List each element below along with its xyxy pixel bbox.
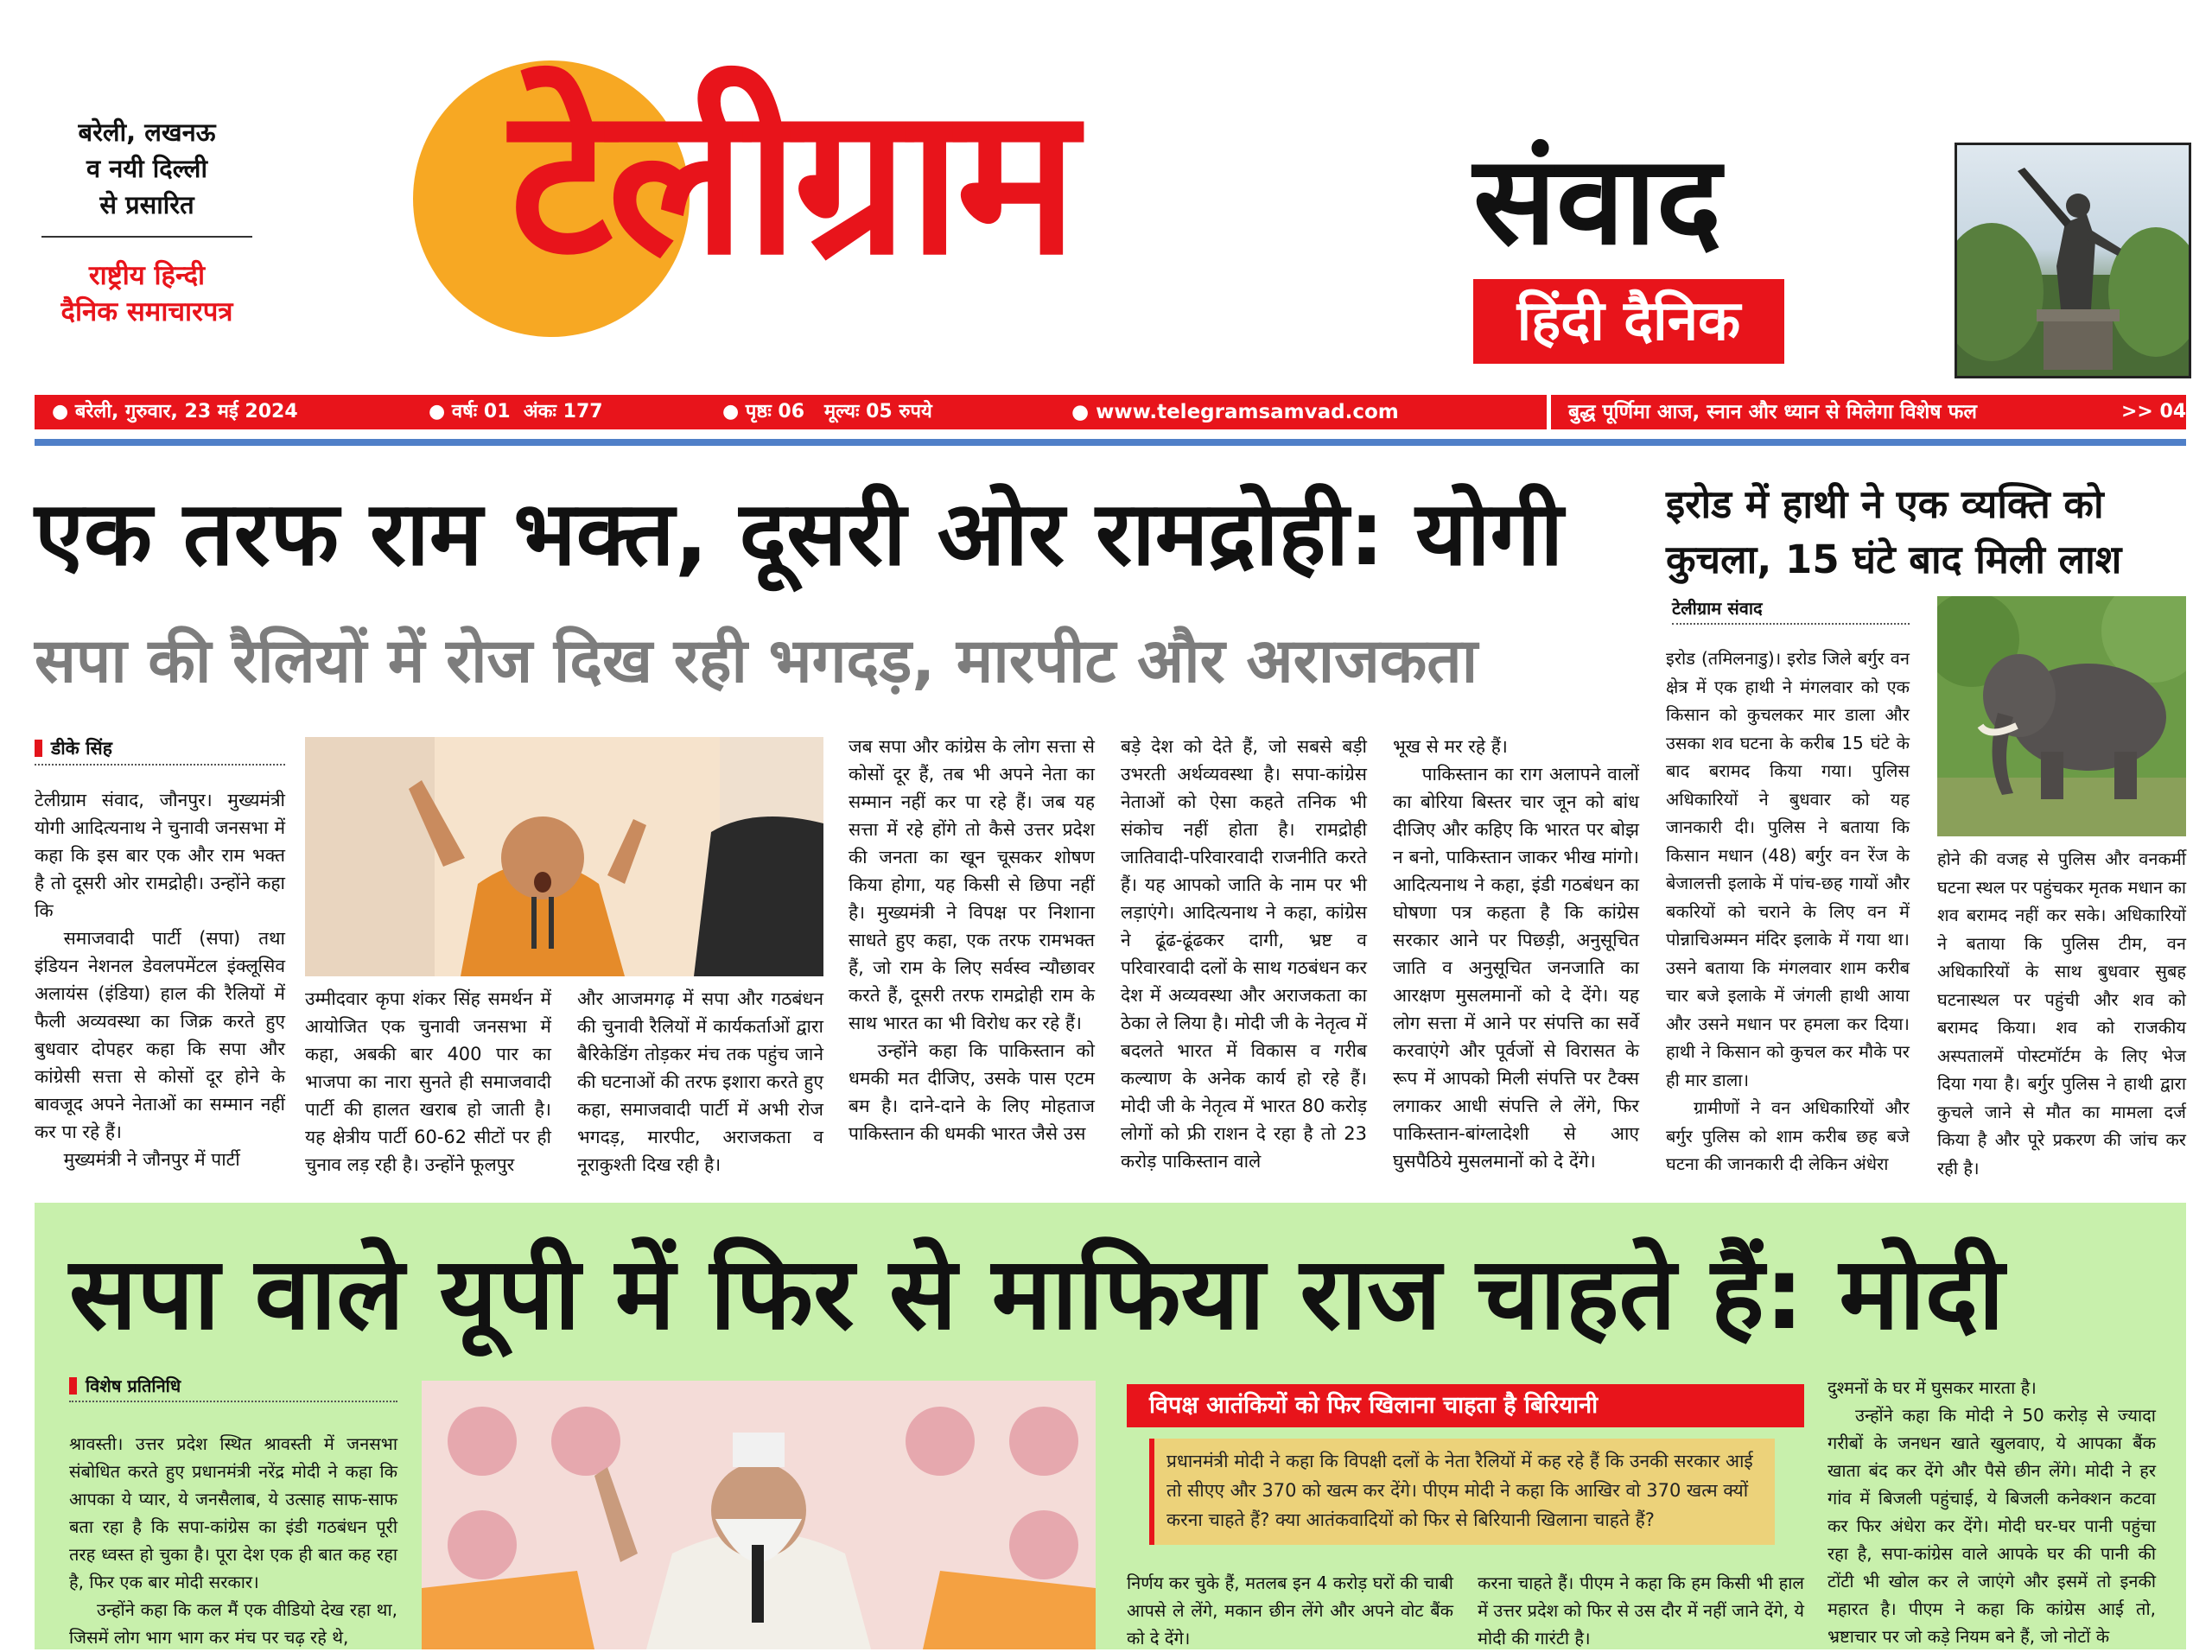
tagline-line-1: राष्ट्रीय हिन्दी <box>88 260 206 291</box>
lead-col1-para-2: समाजवादी पार्टी (सपा) तथा इंडियन नेशनल डेवलपमेंटल इंक्लूसिव अलायंस (इंडिया) हाल की रैलियों में फैली अव्यवस्था का जिक्र करते हुए बुधवार दोपहर कहा कि सपा और कांग्रेसी सत्ता से कोसों दूर होने के बावजूद अपने नेताओं का सम्मान नहीं कर पा रहे हैं। <box>35 928 285 1142</box>
second-col2-para: निर्णय कर चुके हैं, मतलब इन 4 करोड़ घरों की चाबी आपसे ले लेंगे, मकान छीन लेंगे और अपने वोट बैंक को दे देंगे। <box>1127 1573 1453 1649</box>
side-column-2 <box>1937 845 2186 1182</box>
lead-column-6 <box>1393 733 1639 1175</box>
yogi-photo <box>305 737 823 976</box>
lead-col5-para: बड़े देश को देते हैं, जो सबसे बड़ी उभरती अर्थव्यवस्था है। सपा-कांग्रेस नेताओं को ऐसा कहते तनिक भी संकोच नहीं होता है। रामद्रोही जातिवादी-परिवारवादी राजनीति करते हैं। यह आपको जाति के नाम पर भी लड़ाएंगे। आदित्यनाथ ने कहा, कांग्रेस ने ढूंढ-ढूंढकर दागी, भ्रष्ट व परिवारवादी दलों के साथ गठबंधन कर देश में अव्यवस्था और अराजकता का ठेका ले लिया है। मोदी जी के नेतृत्व में बदलते भारत में विकास व गरीब कल्याण के अनेक कार्य हो रहे हैं। मोदी जी के नेतृत्व में भारत 80 करोड़ लोगों को फ्री राशन दे रहा है तो 23 करोड़ पाकिस्तान वाले <box>1121 736 1367 1172</box>
side-col2-para: होने की वजह से पुलिस और वनकर्मी घटना स्थल पर पहुंचकर मृतक मधान का शव बरामद नहीं कर सके। अधिकारियों ने बताया कि पुलिस टीम, वन अधिकारियों के साथ बुधवार सुबह घटनास्थल पर पहुंची और शव को बरामद किया। शव को राजकीय अस्पतालमें पोस्टमॉर्टम के लिए भेज दिया गया है। बर्गुर पुलिस ने हाथी द्वारा कुचले जाने से मौत का मामला दर्ज किया है और पूरे प्रकरण की जांच कर रही है। <box>1937 848 2186 1179</box>
lead-column-5 <box>1121 733 1367 1175</box>
lead-col2-para: उम्मीदवार कृपा शंकर सिंह समर्थन में आयोजित एक चुनावी जनसभा में कहा, अबकी बार 400 पार का भाजपा का नारा सुनते ही समाजवादी पार्टी की हालत खराब हो जाती है। यह क्षेत्रीय पार्टी 60-62 सीटों पर ही चुनाव लड़ रही है। उन्होंने फूलपुर <box>305 988 551 1175</box>
side-column-1 <box>1666 645 1910 1179</box>
second-headline: सपा वाले यूपी में फिर से माफिया राज चाहते हैं: मोदी <box>69 1236 2005 1352</box>
origin-line-3: से प्रसारित <box>99 190 194 219</box>
modi-photo <box>422 1381 1096 1649</box>
second-column-3 <box>1478 1569 1804 1652</box>
lead-column-4 <box>849 733 1095 1147</box>
tagline-line-2: दैनिक समाचारपत्र <box>60 296 233 327</box>
elephant-illustration <box>1937 596 2186 836</box>
page-and-price: पृष्ठः 06 मूल्यः 05 रुपये <box>745 401 932 423</box>
lead-subheadline: सपा की रैलियों में रोज दिख रही भगदड़, मारपीट और अराजकता <box>35 625 1478 696</box>
second-column-4 <box>1827 1374 2156 1650</box>
info-box-text: प्रधानमंत्री मोदी ने कहा कि विपक्षी दलों के नेता रैलियों में कह रहे हैं कि उनकी सरकार आई तो सीएए और 370 को खत्म कर देंगे। पीएम मोदी ने कहा कि आखिर वो 370 खत्म क्यों करना चाहते हैं? क्या आतंकवादियों को फिर से बिरियानी खिलाना चाहते हैं? <box>1166 1451 1753 1530</box>
modi-photo-illustration <box>422 1381 1096 1649</box>
second-col4-para-1: दुश्मनों के घर में घुसकर मारता है। <box>1827 1377 2037 1398</box>
masthead-tagline <box>35 257 259 330</box>
lead-col4-para-1: जब सपा और कांग्रेस के लोग सत्ता से कोसों दूर हैं, तब भी अपने नेता का सम्मान नहीं कर पा रहे हैं। जब यह सत्ता में रहे होंगे तो कैसे उत्तर प्रदेश की जनता का खून चूसकर शोषण किया होगा, यह किसी से छिपा नहीं है। मुख्यमंत्री ने विपक्ष पर निशाना साधते हुए कहा, एक तरफ रामभक्त हैं, जो राम के लिए सर्वस्व न्यौछावर करते हैं, दूसरी तरफ रामद्रोही राम के साथ भारत का भी विरोध कर रहे हैं। <box>849 736 1095 1033</box>
logo-sub-text: हिंदी दैनिक <box>1516 289 1741 353</box>
second-col3-para: करना चाहते हैं। पीएम ने कहा कि हम किसी भी हाल में उत्तर प्रदेश को फिर से उस दौर में नहीं जाने देंगे, ये मोदी की गारंटी है। <box>1478 1573 1804 1649</box>
lead-headline: एक तरफ राम भक्त, दूसरी ओर रामद्रोही: योगी <box>35 482 1564 586</box>
second-col4-para-2: उन्होंने कहा कि मोदी ने 50 करोड़ से ज्यादा गरीबों के जनधन खाते खुलवाए, ये आपका बैंक खाता बंद कर देंगे और पैसे छीन लेंगे। मोदी ने हर गांव में बिजली पहुंचाई, ये बिजली कनेक्शन कटवा कर फिर अंधेरा कर देंगे। मोदी घर-घर पानी पहुंचा रहा है, सपा-कांग्रेस वाले आपके घर की पानी की टोंटी भी खोल कर ले जाएंगे और इसमें तो इनकी महारत है। पीएम ने कहा कि कांग्रेस आई तो, भ्रष्टाचार पर जो कड़े नियम बने हैं, जो नोटों के <box>1827 1405 2156 1647</box>
lead-col4-para-2: उन्होंने कहा कि पाकिस्तान को धमकी मत दीजिए, उसके पास एटम बम है। दाने-दाने के लिए मोहताज पाकिस्तान की धमकी भारत जैसे उस <box>849 1040 1095 1144</box>
statue-photo <box>1955 143 2191 378</box>
elephant-photo <box>1937 596 2186 836</box>
byline-marker <box>69 1377 77 1395</box>
masthead-origin <box>35 114 259 223</box>
side-headline: इरोड में हाथी ने एक व्यक्ति को कुचला, 15 घंटे बाद मिली लाश <box>1666 481 2122 582</box>
origin-line-2: व नयी दिल्ली <box>86 154 207 183</box>
byline-marker <box>35 740 42 757</box>
lead-col6-para-2: पाकिस्तान का राग अलापने वालों का बोरिया बिस्तर चार जून को बांध दीजिए और कहिए कि भारत पर बोझ न बनो, पाकिस्तान जाकर भीख मांगो। आदित्यनाथ ने कहा, इंडी गठबंधन का घोषणा पत्र कहता है कि कांग्रेस सरकार आने पर पिछड़ी, अनुसूचित जाति व अनुसूचित जनजाति का आरक्षण मुसलमानों को दे देंगे। यह लोग सत्ता में आने पर संपत्ति का सर्वे करवाएंगे और पूर्वजों से विरासत के रूप में आपको मिली संपत्ति पर टैक्स लगाकर आधी संपत्ति ले लेंगे, फिर पाकिस्तान-बांग्लादेशी से आए घुसपैठिये मुसलमानों को दे देंगे। <box>1393 764 1639 1172</box>
info-bar-website: ● www.telegramsamvad.com <box>1071 401 1399 423</box>
lead-column-1 <box>35 786 285 1173</box>
teaser-text[interactable]: बुद्ध पूर्णिमा आज, स्नान और ध्यान से मिलेगा विशेष फल <box>1568 401 1977 423</box>
second-byline-author: विशेष प्रतिनिधि <box>86 1376 181 1396</box>
byline-author: डीके सिंह <box>51 738 112 759</box>
lead-col1-para-3: मुख्यमंत्री ने जौनपुर में पार्टी <box>63 1149 240 1170</box>
lead-byline <box>35 736 285 766</box>
teaser-page[interactable]: >> 04 <box>2121 401 2187 423</box>
statue-illustration <box>1957 145 2189 376</box>
info-bar-issue: ● वर्षः 01 अंकः 177 <box>429 401 603 423</box>
issue-date: बरेली, गुरुवार, 23 मई 2024 <box>74 401 298 423</box>
info-bar-price: ● पृष्ठः 06 मूल्यः 05 रुपये <box>722 401 932 423</box>
side-col1-para-1: इरोड (तमिलनाडु)। इरोड जिले बर्गुर वन क्षेत्र में एक हाथी ने मंगलवार को एक किसान को कुचलकर मार डाला और उसका शव घटना के करीब 15 घंटे के बाद बरामद किया गया। पुलिस अधिकारियों ने बुधवार को यह जानकारी दी। पुलिस ने बताया कि किसान मधान (48) बर्गुर वन रेंज के बेजालत्ती इलाके में पांच-छह गायों और बकरियों को चराने के लिए वन में पोन्नाचिअम्मन मंदिर इलाके में गया था। उसने बताया कि मंगलवार शाम करीब चार बजे इलाके में जंगली हाथी आया और उसने मधान पर हमला कर दिया। हाथी ने किसान को कुचल कर मौके पर ही मार डाला। <box>1666 648 1910 1090</box>
info-bar-date: ● बरेली, गुरुवार, 23 मई 2024 <box>52 401 298 423</box>
website-link[interactable]: www.telegramsamvad.com <box>1096 401 1399 423</box>
second-col1-para-2: उन्होंने कहा कि कल मैं एक वीडियो देख रहा था, जिसमें लोग भाग भाग कर मंच पर चढ़ रहे थे, <box>69 1599 397 1648</box>
second-col1-para-1: श्रावस्ती। उत्तर प्रदेश स्थित श्रावस्ती में जनसभा संबोधित करते हुए प्रधानमंत्री नरेंद्र मोदी ने कहा कि आपका ये प्यार, ये जनसैलाब, ये उत्साह साफ-साफ बता रहा है कि सपा-कांग्रेस का इंडी गठबंधन पूरी तरह ध्वस्त हो चुका है। पूरा देश एक ही बात कह रहा है, फिर एक बार मोदी सरकार। <box>69 1433 397 1592</box>
side-byline: टेलीग्राम संवाद <box>1672 596 1910 625</box>
issue-number: वर्षः 01 अंकः 177 <box>451 401 603 423</box>
box-title: विपक्ष आतंकियों को फिर खिलाना चाहता है बिरियानी <box>1149 1392 1599 1419</box>
lead-column-3 <box>577 985 823 1179</box>
origin-divider <box>41 236 252 238</box>
lead-col6-para-1: भूख से मर रहे हैं। <box>1393 736 1508 757</box>
second-column-2 <box>1127 1569 1453 1652</box>
lead-col3-para: और आजमगढ़ में सपा और गठबंधन की चुनावी रैलियों में कार्यकर्ताओं द्वारा बैरिकेडिंग तोड़कर मंच तक पहुंच जाने की घटनाओं की तरफ इशारा करते हुए कहा, समाजवादी पार्टी में अभी रोज भगदड़, मारपीट, अराजकता व नूराकुश्ती दिख रही है। <box>577 988 823 1175</box>
second-byline <box>69 1374 397 1402</box>
lead-column-2 <box>305 985 551 1179</box>
yogi-photo-illustration <box>305 737 823 976</box>
side-col1-para-2: ग्रामीणों ने वन अधिकारियों और बर्गुर पुलिस को शाम करीब छह बजे घटना की जानकारी दी लेकिन अंधेरा <box>1666 1097 1910 1174</box>
lead-col1-para-1: टेलीग्राम संवाद, जौनपुर। मुख्यमंत्री योगी आदित्यनाथ ने चुनावी जनसभा में कहा कि इस बार एक और राम भक्त है तो दूसरी ओर रामद्रोही। उन्होंने कहा कि <box>35 790 285 921</box>
origin-line-1: बरेली, लखनऊ <box>78 118 216 147</box>
logo-main-text: टेलीग्राम <box>510 62 1073 300</box>
logo-second-text: संवाद <box>1473 130 1722 272</box>
info-bar-blue-rule <box>35 439 2186 446</box>
second-column-1 <box>69 1430 397 1651</box>
